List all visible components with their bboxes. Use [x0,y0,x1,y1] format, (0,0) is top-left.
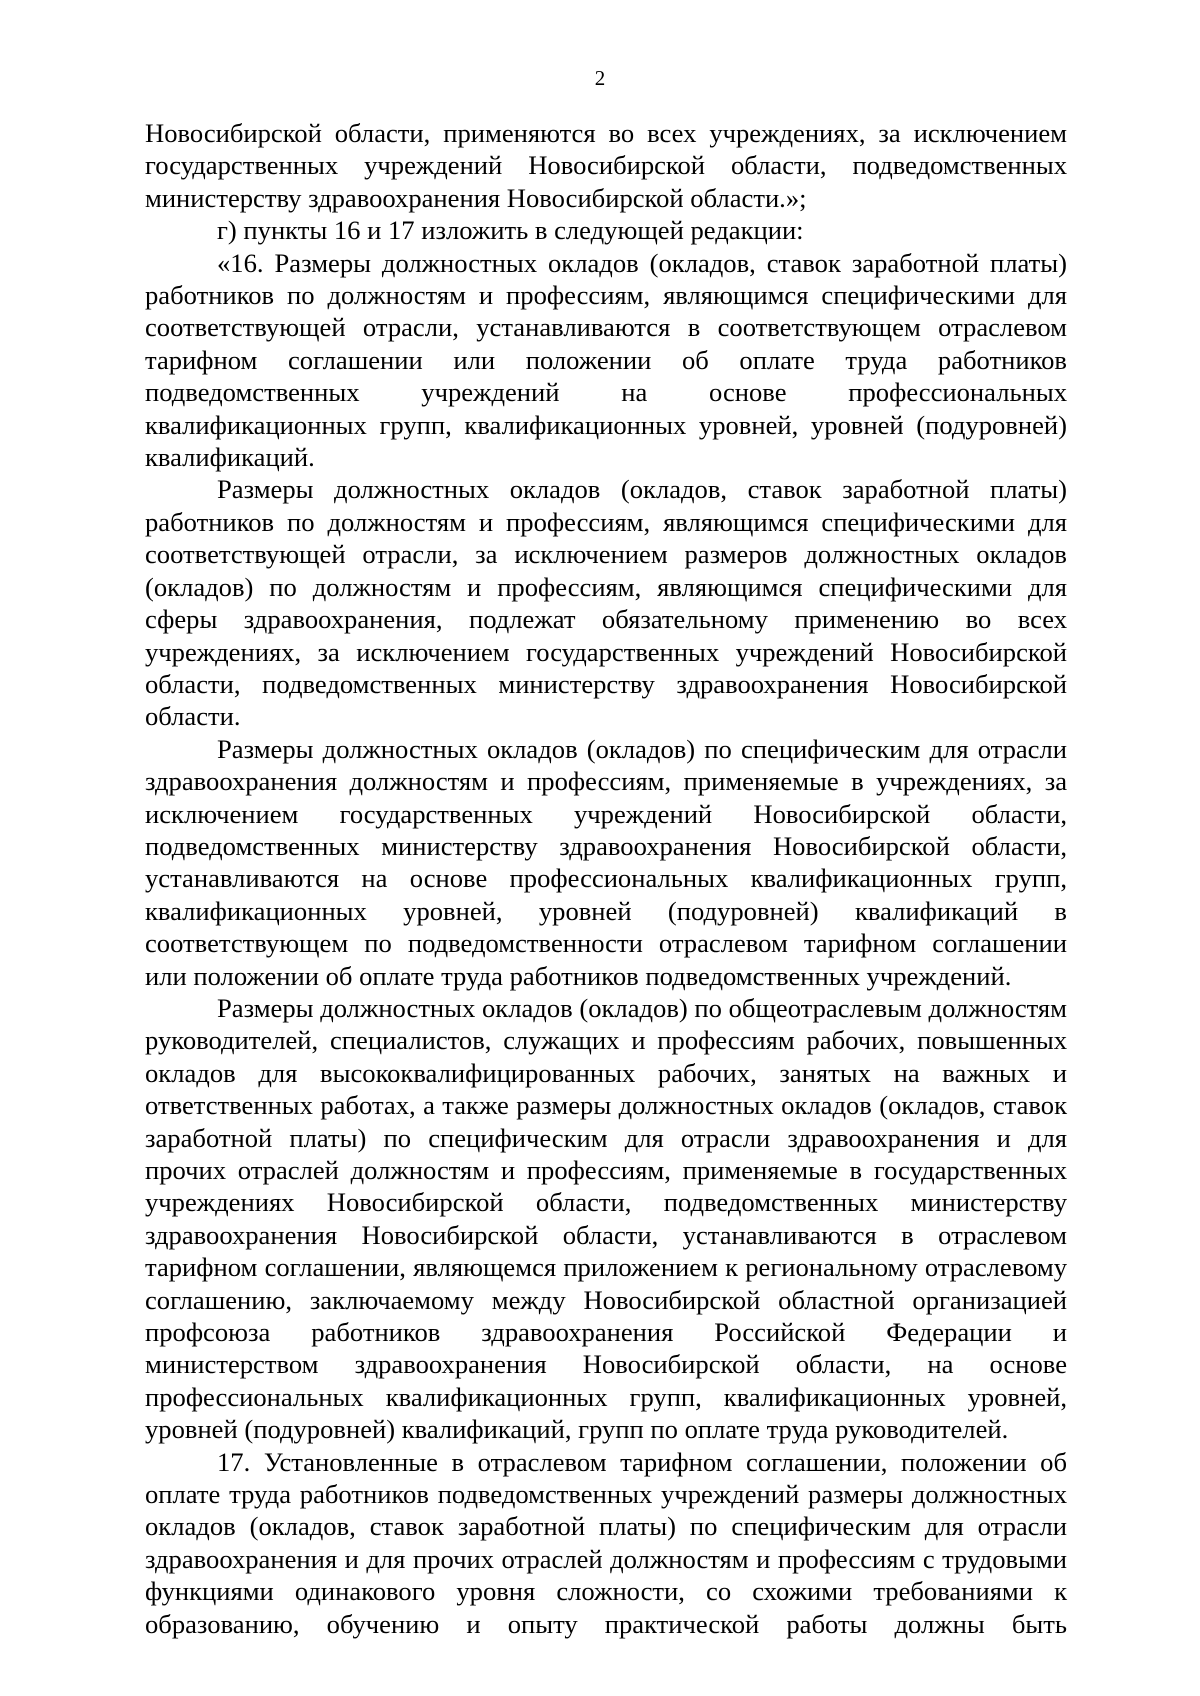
document-body [145,117,1067,1640]
paragraph-point-16: «16. Размеры должностных окладов (окладов, ставок заработной платы) работников по должностям и профессиям, являющимся специфическими для соответствующей отрасли, устанавливаются в соответствующем отраслевом тарифном соглашении или положении об оплате труда работников подведомственных учреждений на основе профессиональных квалификационных групп, квалификационных уровней, уровней (подуровней) квалификаций. [145,247,1067,473]
paragraph-point-16-part-2: Размеры должностных окладов (окладов, ставок заработной платы) работников по должностям и профессиям, являющимся специфическими для соответствующей отрасли, за исключением размеров должностных окладов (окладов) по должностям и профессиям, являющимся специфическими для сферы здравоохранения, подлежат обязательному применению во всех учреждениях, за исключением государственных учреждений Новосибирской области, подведомственных министерству здравоохранения Новосибирской области. [145,474,1067,732]
paragraph-continuation: Новосибирской области, применяются во всех учреждениях, за исключением государственных учреждений Новосибирской области, подведомственных министерству здравоохранения Новосибирской области.»; [145,118,1067,213]
paragraph-item-g: г) пункты 16 и 17 изложить в следующей редакции: [217,215,804,246]
paragraph-point-17: 17. Установленные в отраслевом тарифном соглашении, положении об оплате труда работников подведомственных учреждений размеры должностных окладов (окладов, ставок заработной платы) по специфическим для отрасли здравоохранения и для прочих отраслей должностям и профессиям с трудовыми функциями одинакового уровня сложности, со схожими требованиями к образованию, обучению и опыту практической работы должны быть [145,1446,1067,1639]
paragraph-point-16-part-4: Размеры должностных окладов (окладов) по общеотраслевым должностям руководителей, специалистов, служащих и профессиям рабочих, повышенных окладов для высококвалифицированных рабочих, занятых на важных и ответственных работах, а также размеры должностных окладов (окладов, ставок заработной платы) по специфическим для отрасли здравоохранения и для прочих отраслей должностям и профессиям, применяемые в государственных учреждениях Новосибирской области, подведомственных министерству здравоохранения Новосибирской области, устанавливаются в отраслевом тарифном соглашении, являющемся приложением к региональному отраслевому соглашению, заключаемому между Новосибирской областной организацией профсоюза работников здравоохранения Российской Федерации и министерством здравоохранения Новосибирской области, на основе профессиональных квалификационных групп, квалификационных уровней, уровней (подуровней) квалификаций, групп по оплате труда руководителей. [145,992,1067,1445]
paragraph-point-16-part-3: Размеры должностных окладов (окладов) по специфическим для отрасли здравоохранения должностям и профессиям, применяемые в учреждениях, за исключением государственных учреждений Новосибирской области, подведомственных министерству здравоохранения Новосибирской области, устанавливаются на основе профессиональных квалификационных групп, квалификационных уровней, уровней (подуровней) квалификаций в соответствующем по подведомственности отраслевом тарифном соглашении или положении об оплате труда работников подведомственных учреждений. [145,733,1067,991]
page-number: 2 [594,66,606,90]
